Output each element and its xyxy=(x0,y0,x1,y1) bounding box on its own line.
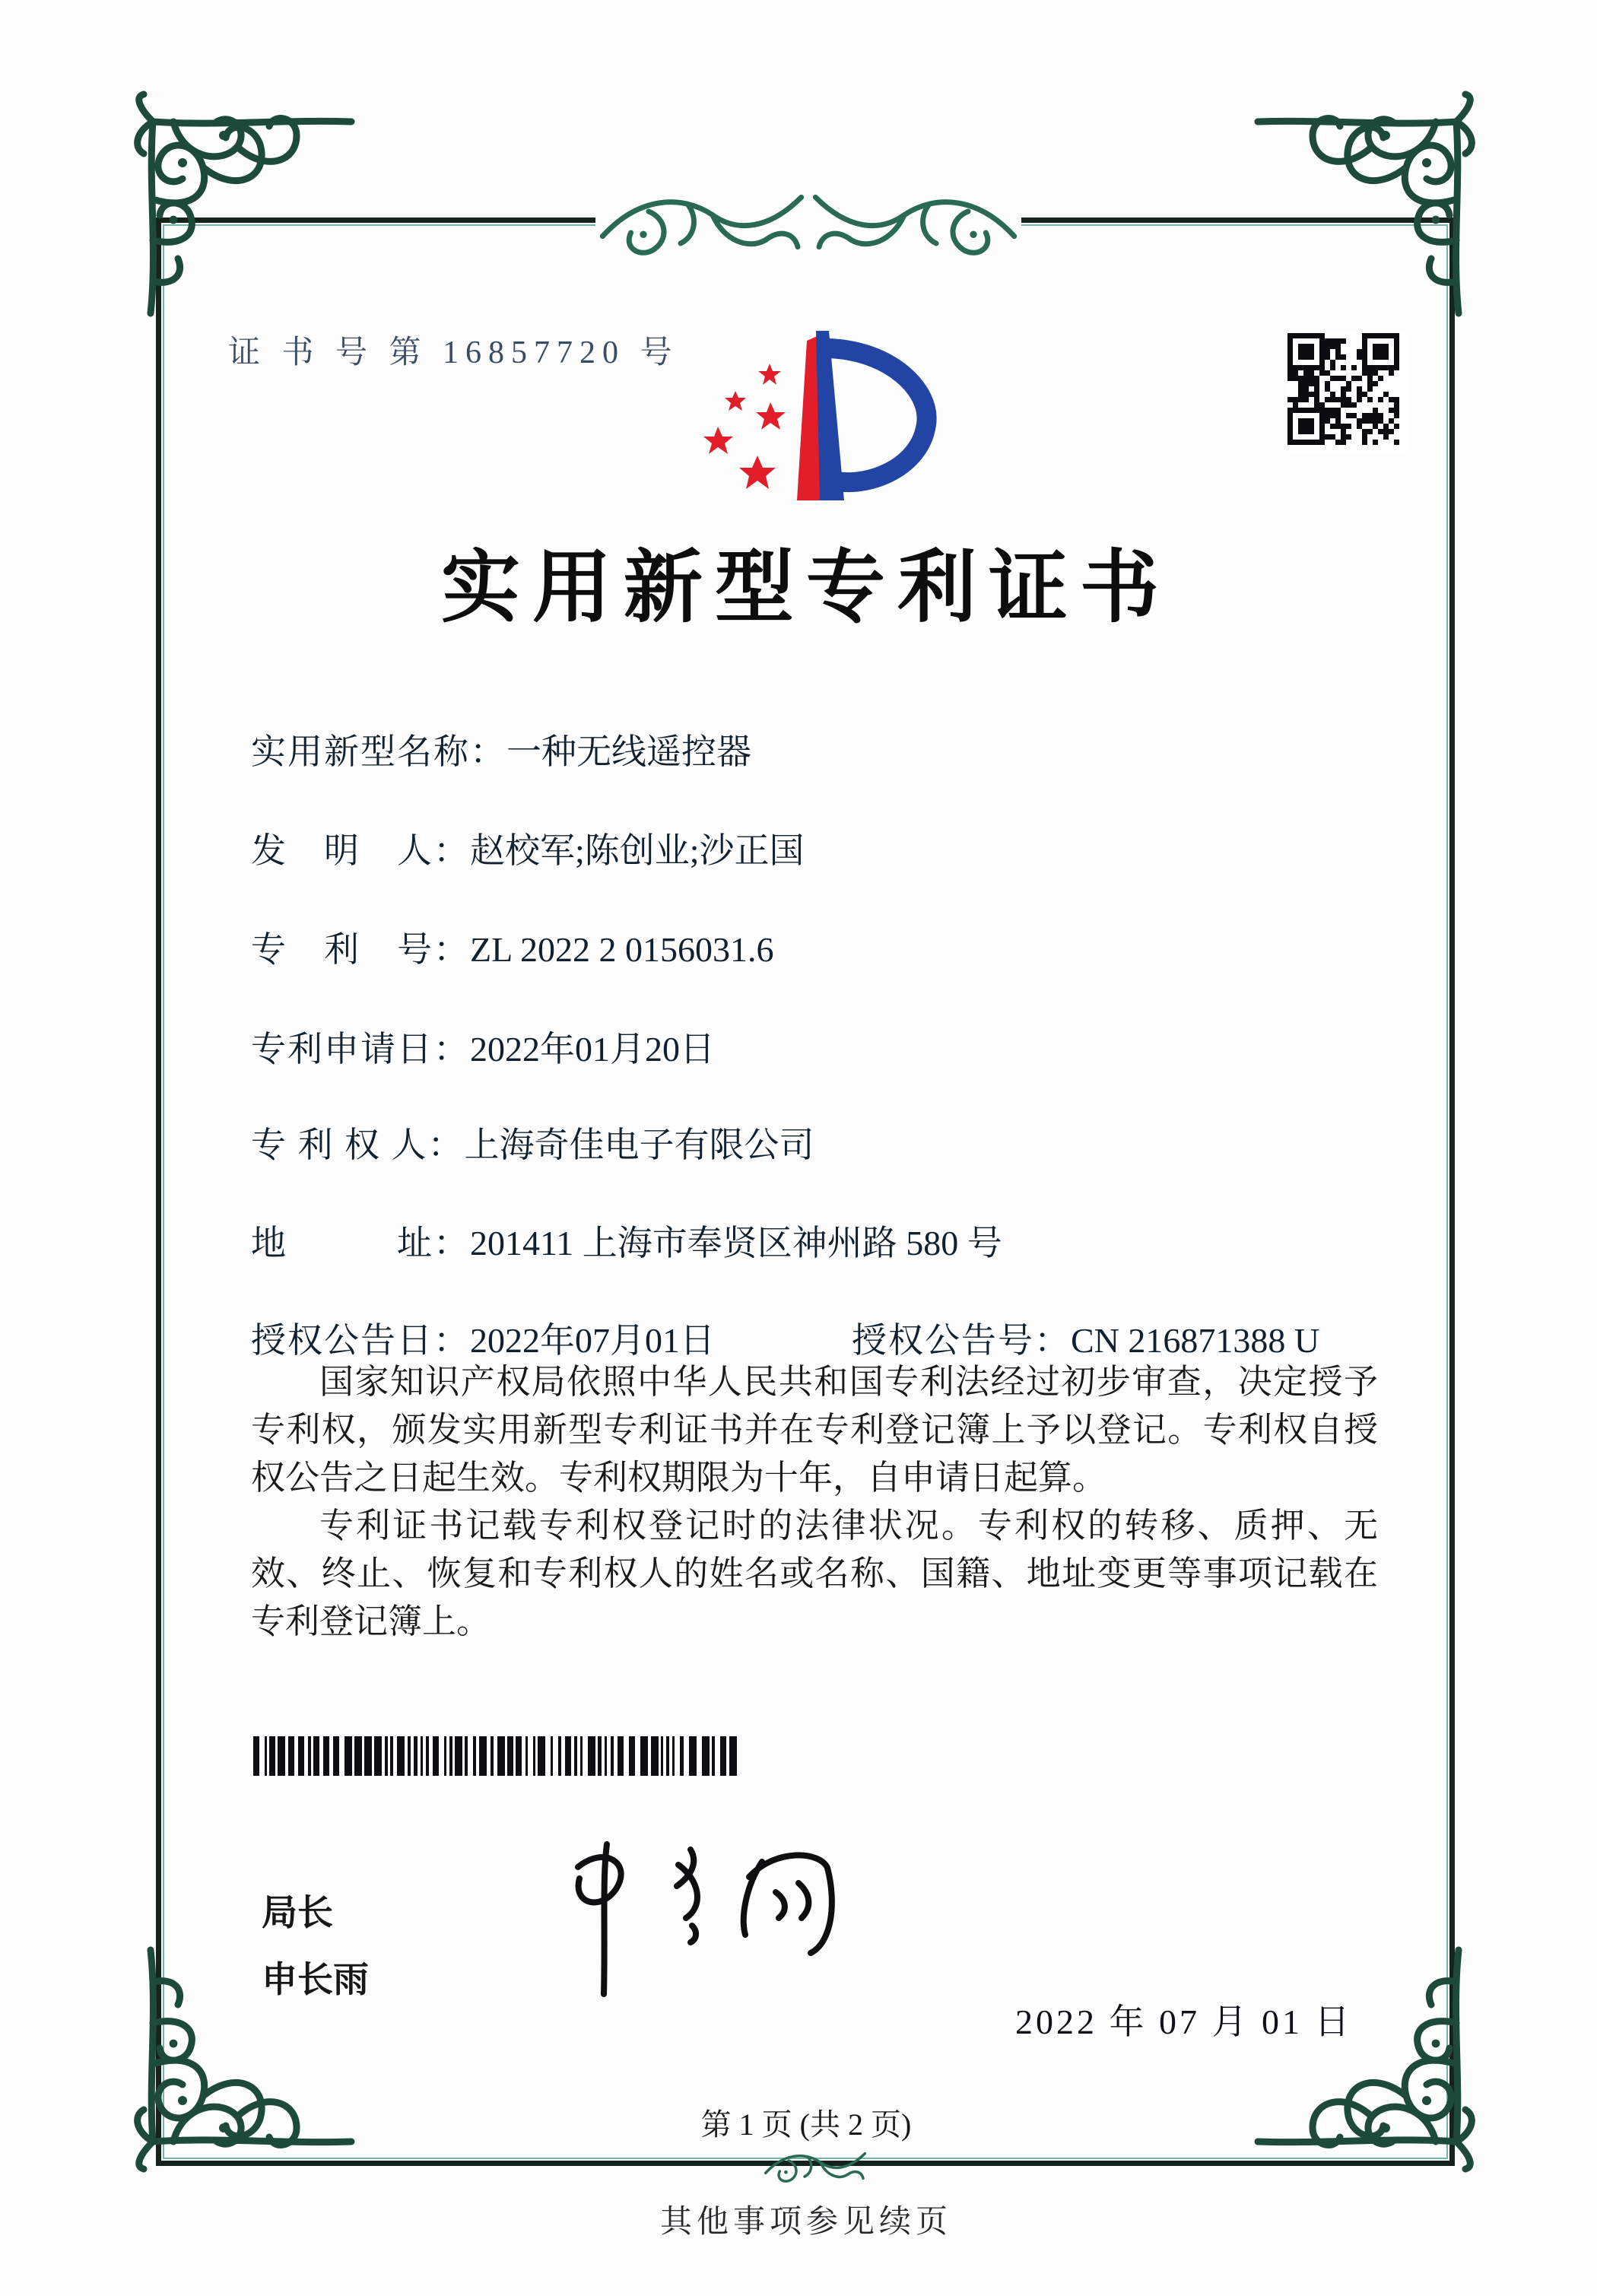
field-label: 授权公告号： xyxy=(852,1321,1071,1360)
field-label: 专 利 号： xyxy=(251,930,470,969)
body-paragraph: 国家知识产权局依照中华人民共和国专利法经过初步审查，决定授予专利权，颁发实用新型专利证书并在专利登记簿上予以登记。专利权自授权公告之日起生效。专利权期限为十年，自申请日起算。 xyxy=(251,1363,1378,1497)
top-center-flourish-icon xyxy=(595,169,808,275)
field-value: 上海奇佳电子有限公司 xyxy=(464,1126,814,1164)
bottom-center-flourish-icon xyxy=(762,2139,868,2193)
field-row-filing-date xyxy=(251,1021,1407,1072)
barcode xyxy=(253,1736,740,1776)
field-label: 专利申请日： xyxy=(251,1030,470,1069)
qr-code xyxy=(1287,333,1408,453)
field-value: CN 216871388 U xyxy=(1071,1321,1320,1360)
certificate-number: 证 书 号 第 16857720 号 xyxy=(228,335,679,370)
field-row-name xyxy=(251,724,1407,774)
field-value: 2022年07月01日 xyxy=(470,1321,715,1360)
signer-name: 申长雨 xyxy=(262,1959,369,1999)
page-indicator: 第 1 页 (共 2 页) xyxy=(700,2107,912,2142)
issue-date: 2022 年 07 月 01 日 xyxy=(1015,2002,1353,2041)
field-label: 发 明 人： xyxy=(251,831,470,870)
field-label: 实用新型名称： xyxy=(251,732,506,771)
handwritten-signature-icon xyxy=(517,1833,875,2008)
cnipa-logo-icon xyxy=(700,318,951,517)
corner-flourish-icon xyxy=(1253,90,1481,318)
field-row-patent-number xyxy=(251,922,1407,972)
field-row-grant xyxy=(251,1313,1407,1363)
field-value: 赵校军;陈创业;沙正国 xyxy=(470,831,805,870)
body-paragraph: 专利证书记载专利权登记时的法律状况。专利权的转移、质押、无效、终止、恢复和专利权人的姓名或名称、国籍、地址变更等事项记载在专利登记簿上。 xyxy=(251,1507,1378,1640)
field-row-address xyxy=(251,1215,1407,1265)
field-value: 一种无线遥控器 xyxy=(506,732,751,771)
field-row-patentee xyxy=(251,1117,1407,1167)
field-value: 201411 上海市奉贤区神州路 580 号 xyxy=(470,1224,1002,1262)
field-label: 专 利 权 人： xyxy=(251,1126,465,1164)
field-label: 授权公告日： xyxy=(251,1321,470,1360)
field-label: 地 址： xyxy=(251,1224,470,1262)
field-value: ZL 2022 2 0156031.6 xyxy=(470,930,774,969)
legal-text-block xyxy=(251,1358,1378,1646)
top-center-flourish-icon xyxy=(808,169,1021,275)
footer-note: 其他事项参见续页 xyxy=(659,2205,952,2240)
field-value: 2022年01月20日 xyxy=(470,1030,715,1069)
signer-title: 局长 xyxy=(262,1892,333,1932)
field-row-inventors xyxy=(251,823,1407,873)
corner-flourish-icon xyxy=(128,90,356,318)
certificate-title: 实用新型专利证书 xyxy=(440,545,1171,632)
